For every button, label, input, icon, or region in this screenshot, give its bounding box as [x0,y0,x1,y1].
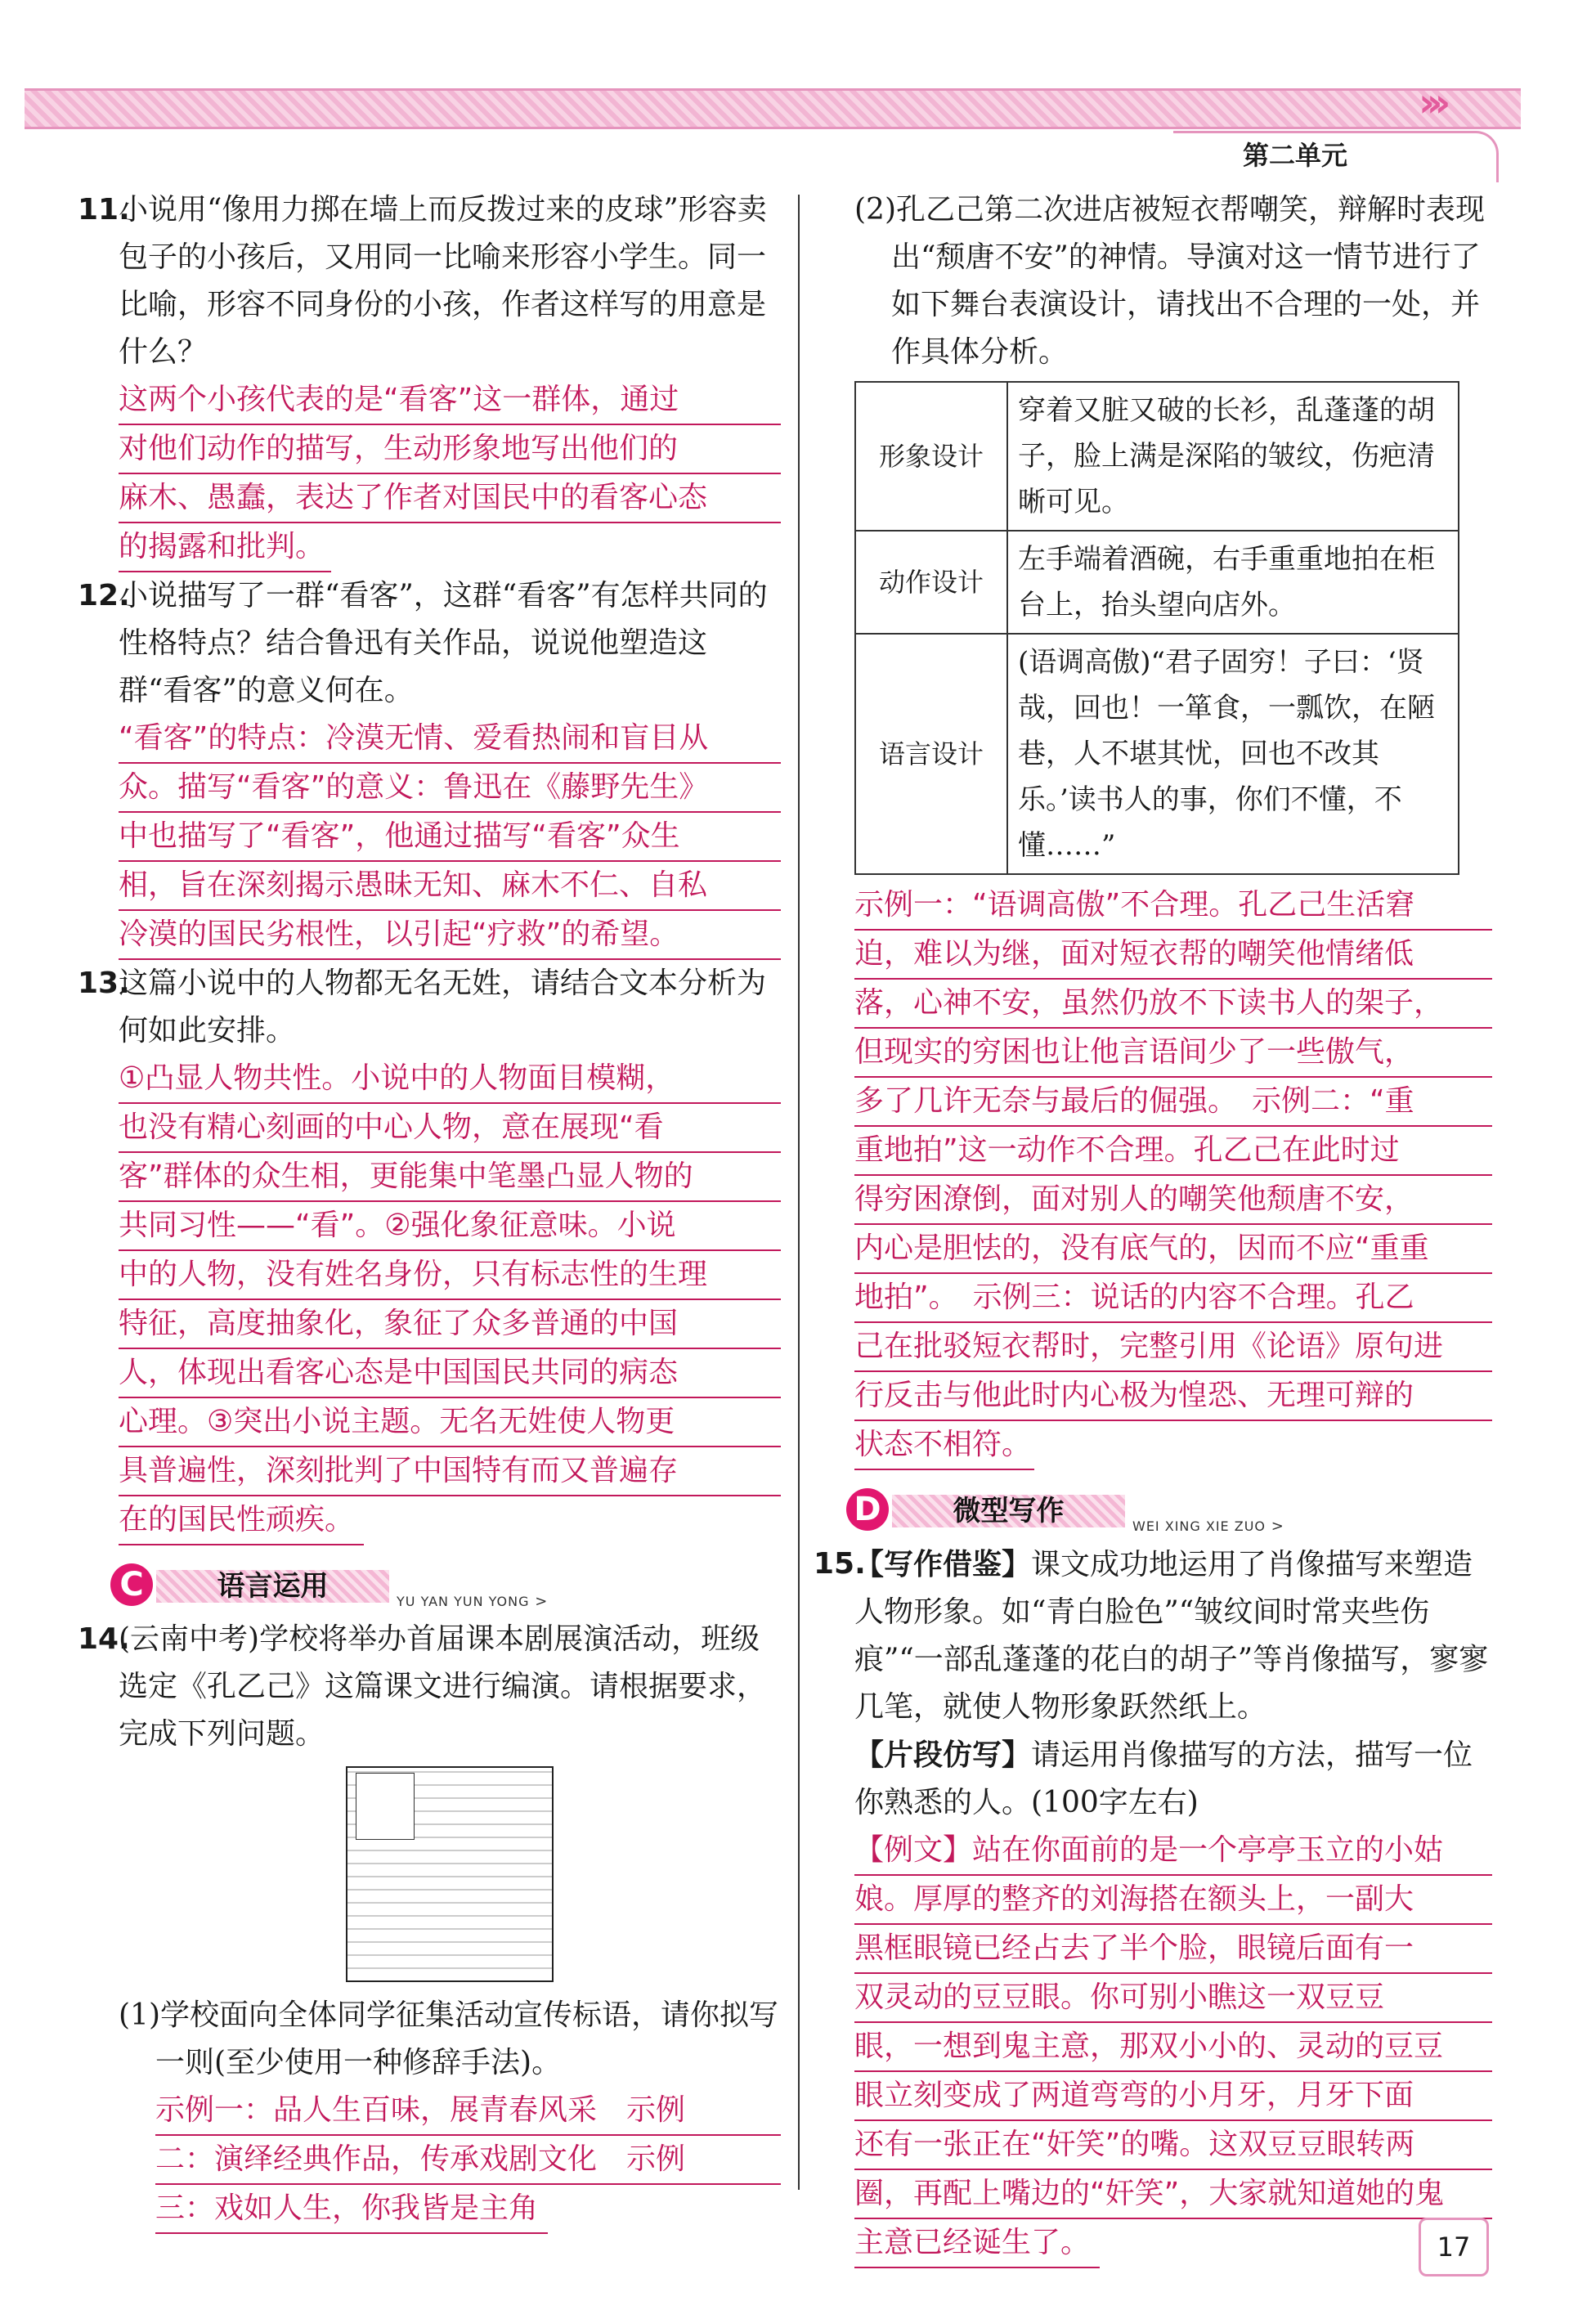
question-number: 13. [78,967,130,1000]
answer-line: 重地拍”这一动作不合理。孔乙己在此时过 [854,1127,1492,1176]
answer-line: 特征，高度抽象化，象征了众多普通的中国 [119,1300,781,1349]
question-14-part-2: (2)孔乙己第二次进店被短衣帮嘲笑，辩解时表现出“颓唐不安”的神情。导演对这一情节进行了如下舞台表演设计，请找出不合理的一处，并作具体分析。 [854,193,1485,369]
question-number: 11. [78,193,130,227]
answer-line: 客”群体的众生相，更能集中笔墨凸显人物的 [119,1153,781,1202]
header-band [25,88,1521,129]
answer-line: 三：戏如人生，你我皆是主角 [155,2185,548,2234]
chevron-right-icon: ››› [1419,80,1443,126]
answer-line: ①凸显人物共性。小说中的人物面目模糊， [119,1055,781,1104]
answer-line: 人，体现出看客心态是中国国民共同的病态 [119,1349,781,1398]
table-value: (语调高傲)“君子固穷！子曰：‘贤哉，回也！一箪食，一瓢饮，在陋巷，人不堪其忧，回也不改其乐。’读书人的事，你们不懂，不懂……” [1007,634,1459,874]
answer-line: 这两个小孩代表的是“看客”这一群体，通过 [119,376,781,425]
answer-line: 状态不相符。 [854,1421,1034,1470]
answer-12 [119,715,781,960]
sign-board [356,1773,415,1840]
table-value: 左手端着酒碗，右手重重地拍在柜台上，抬头望向店外。 [1007,531,1459,634]
answer-line: 地拍”。 示例三：说话的内容不合理。孔乙 [854,1274,1492,1323]
answer-line: “看客”的特点：冷漠无情、爱看热闹和盲目从 [119,715,781,764]
question-number: 15. [814,1547,866,1581]
question-text: 课文成功地运用了肖像描写来塑造人物形象。如“青白脸色”“皱纹间时常夹些伤痕”“一部乱蓬蓬的花白的胡子”等肖像描写，寥寥几笔，就使人物形象跃然纸上。 [854,1548,1489,1724]
section-c-header [110,1560,781,1609]
question-14-part-1: (1)学校面向全体同学征集活动宣传标语，请你拟写一则(至少使用一种修辞手法)。 [119,1998,778,2079]
section-letter: C [110,1563,153,1606]
answer-line: 示例一：“语调高傲”不合理。孔乙己生活窘 [854,881,1492,931]
right-column [814,186,1492,2268]
answer-line: 还有一张正在“奸笑”的嘴。这双豆豆眼转两 [854,2121,1492,2170]
answer-14-part-1 [119,2087,781,2234]
answer-line: 的揭露和批判。 [119,523,331,572]
section-pinyin: WEI XING XIE ZUO > [1132,1503,1284,1550]
answer-line: 黑框眼镜已经占去了半个脸，眼镜后面有一 [854,1925,1492,1974]
answer-line: 麻木、愚蠢，表达了作者对国民中的看客心态 [119,474,781,523]
answer-line: 二：演绎经典作品，传承戏剧文化 示例 [155,2136,781,2185]
answer-line: 对他们动作的描写，生动形象地写出他们的 [119,425,781,474]
table-row [855,531,1459,634]
answer-15 [854,1827,1492,2268]
illustration-image [346,1766,554,1982]
answer-line: 内心是胆怯的，没有底气的，因而不应“重重 [854,1225,1492,1274]
tag-imitation-writing: 【片段仿写】 [854,1738,1032,1772]
answer-line: 圈，再配上嘴边的“奸笑”，大家就知道她的鬼 [854,2170,1492,2219]
section-pinyin: YU YAN YUN YONG > [397,1578,548,1626]
question-number: 14. [78,1622,130,1656]
answer-line: 迫，难以为继，面对短衣帮的嘲笑他情绪低 [854,931,1492,980]
answer-line: 中也描写了“看客”，他通过描写“看客”众生 [119,813,781,862]
answer-line: 示例一：品人生百味，展青春风采 示例 [155,2087,781,2136]
answer-line: 共同习性——“看”。②强化象征意味。小说 [119,1202,781,1251]
table-value: 穿着又脏又破的长衫，乱蓬蓬的胡子，脸上满是深陷的皱纹，伤疤清晰可见。 [1007,382,1459,531]
question-12 [78,572,781,715]
tag-writing-reference: 【写作借鉴】 [854,1547,1032,1581]
answer-line: 娘。厚厚的整齐的刘海搭在额头上，一副大 [854,1876,1492,1925]
answer-line: 行反击与他此时内心极为惶恐、无理可辩的 [854,1372,1492,1421]
question-13 [78,960,781,1055]
answer-13 [119,1055,781,1545]
section-d-header [846,1485,1492,1534]
question-text: 小说用“像用力掷在墙上而反拨过来的皮球”形容卖包子的小孩后，又用同一比喻来形容小学生。同一比喻，形容不同身份的小孩，作者这样写的用意是什么？ [119,193,767,369]
table-key: 形象设计 [855,382,1007,531]
answer-line: 眼，一想到鬼主意，那双小小的、灵动的豆豆 [854,2023,1492,2072]
question-text: 小说描写了一群“看客”，这群“看客”有怎样共同的性格特点？结合鲁迅有关作品，说说他塑造这群“看客”的意义何在。 [119,579,768,707]
answer-line: 众。描写“看客”的意义：鲁迅在《藤野先生》 [119,764,781,813]
answer-line: 也没有精心刻画的中心人物，意在展现“看 [119,1104,781,1153]
answer-line: 【例文】站在你面前的是一个亭亭玉立的小姑 [854,1827,1492,1876]
answer-line: 落，心神不安，虽然仍放不下读书人的架子， [854,980,1492,1029]
table-row [855,382,1459,531]
question-number: 12. [78,579,130,612]
question-text: (云南中考)学校将举办首届课本剧展演活动，班级选定《孔乙己》这篇课文进行编演。请根据要求，完成下列问题。 [119,1622,767,1751]
unit-title: 第二单元 [1243,140,1348,171]
question-15-task [854,1731,1492,1827]
answer-line: 相，旨在深刻揭示愚昧无知、麻木不仁、自私 [119,862,781,911]
answer-line: 得穷困潦倒，面对别人的嘲笑他颓唐不安， [854,1176,1492,1225]
answer-line: 但现实的穷困也让他言语间少了一些傲气， [854,1029,1492,1078]
table-key: 动作设计 [855,531,1007,634]
answer-line: 眼立刻变成了两道弯弯的小月牙，月牙下面 [854,2072,1492,2121]
answer-line: 具普遍性，深刻批判了中国特有而又普遍存 [119,1447,781,1496]
question-text: 这篇小说中的人物都无名无姓，请结合文本分析为何如此安排。 [119,967,767,1047]
table-row [855,634,1459,874]
section-label: 微型写作 [892,1495,1125,1527]
question-text: 请运用肖像描写的方法，描写一位你熟悉的人。(100字左右) [854,1738,1473,1819]
column-divider [798,195,800,2190]
question-15 [814,1541,1492,1731]
table-key: 语言设计 [855,634,1007,874]
answer-11 [119,376,781,572]
answer-line: 中的人物，没有姓名身份，只有标志性的生理 [119,1251,781,1300]
answer-line: 主意已经诞生了。 [854,2219,1100,2268]
question-11 [78,186,781,376]
section-label: 语言运用 [156,1570,389,1603]
answer-14-part-2 [854,881,1492,1470]
answer-line: 心理。③突出小说主题。无名无姓使人物更 [119,1398,781,1447]
answer-line: 冷漠的国民劣根性，以引起“疗救”的希望。 [119,911,781,960]
answer-line: 双灵动的豆豆眼。你可别小瞧这一双豆豆 [854,1974,1492,2023]
answer-line: 在的国民性顽疾。 [119,1496,364,1545]
stage-design-table [854,381,1459,875]
answer-line: 己在批驳短衣帮时，完整引用《论语》原句进 [854,1323,1492,1372]
question-14 [78,1616,781,1758]
left-column [78,186,781,2234]
page-number: 17 [1419,2218,1489,2276]
section-letter: D [846,1488,889,1531]
answer-line: 多了几许无奈与最后的倔强。 示例二：“重 [854,1078,1492,1127]
